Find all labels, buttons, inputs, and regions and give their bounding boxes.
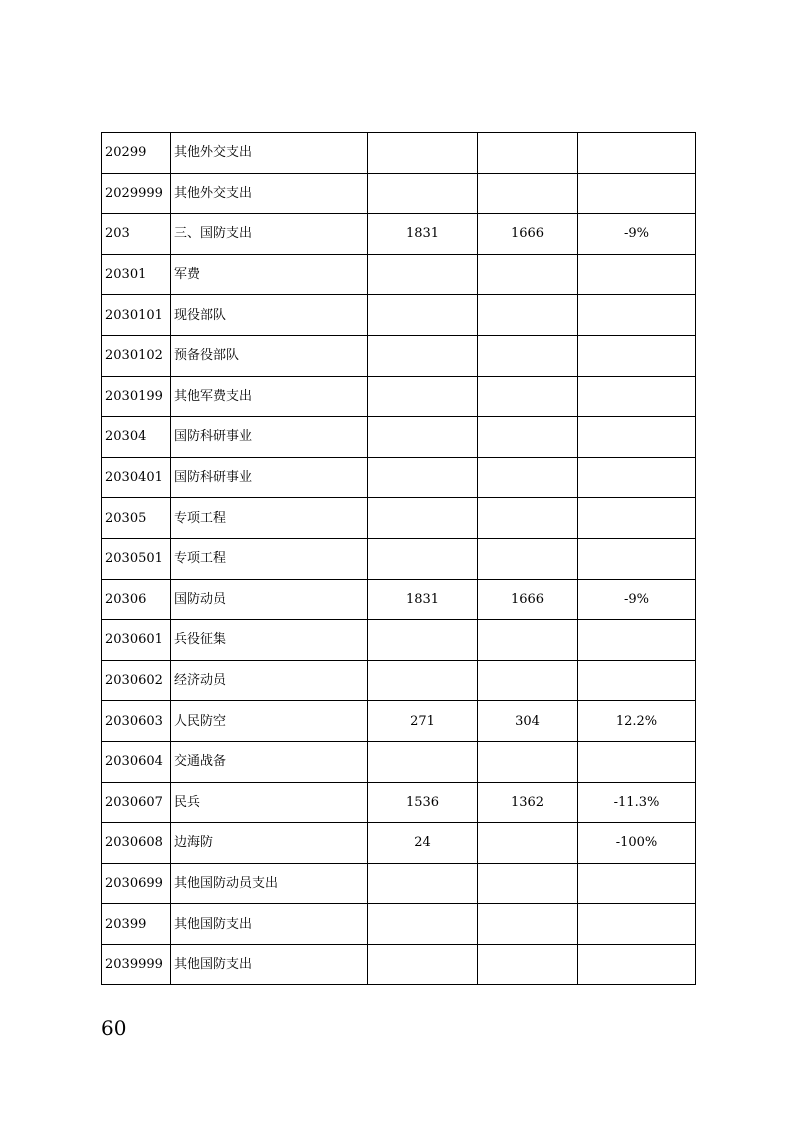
table-row bbox=[102, 944, 696, 985]
change-percent-cell bbox=[578, 498, 696, 539]
amount-b-cell bbox=[478, 538, 578, 579]
account-name-cell: 交通战备 bbox=[171, 741, 368, 782]
account-name-cell: 预备役部队 bbox=[171, 335, 368, 376]
table-row bbox=[102, 295, 696, 336]
account-code-cell: 20301 bbox=[102, 254, 171, 295]
table-row bbox=[102, 660, 696, 701]
account-name-cell: 人民防空 bbox=[171, 701, 368, 742]
amount-b-cell bbox=[478, 376, 578, 417]
amount-a-cell bbox=[368, 498, 478, 539]
account-name-cell: 现役部队 bbox=[171, 295, 368, 336]
amount-a-cell: 1831 bbox=[368, 579, 478, 620]
amount-a-cell bbox=[368, 417, 478, 458]
account-name-cell: 三、国防支出 bbox=[171, 214, 368, 255]
change-percent-cell bbox=[578, 173, 696, 214]
amount-a-cell bbox=[368, 133, 478, 174]
amount-b-cell bbox=[478, 133, 578, 174]
change-percent-cell: -9% bbox=[578, 579, 696, 620]
table-row bbox=[102, 863, 696, 904]
account-code-cell: 2030602 bbox=[102, 660, 171, 701]
budget-table bbox=[101, 132, 696, 985]
amount-b-cell bbox=[478, 173, 578, 214]
account-name-cell: 边海防 bbox=[171, 823, 368, 864]
amount-a-cell: 1831 bbox=[368, 214, 478, 255]
table-row bbox=[102, 620, 696, 661]
change-percent-cell bbox=[578, 133, 696, 174]
account-name-cell: 经济动员 bbox=[171, 660, 368, 701]
account-name-cell: 其他国防支出 bbox=[171, 904, 368, 945]
change-percent-cell bbox=[578, 863, 696, 904]
table-row bbox=[102, 904, 696, 945]
amount-b-cell bbox=[478, 863, 578, 904]
account-code-cell: 2030608 bbox=[102, 823, 171, 864]
account-name-cell: 国防科研事业 bbox=[171, 417, 368, 458]
page-number: 60 bbox=[101, 1016, 127, 1040]
amount-b-cell: 1666 bbox=[478, 214, 578, 255]
account-code-cell: 2030199 bbox=[102, 376, 171, 417]
amount-b-cell bbox=[478, 904, 578, 945]
amount-b-cell bbox=[478, 620, 578, 661]
table-row bbox=[102, 133, 696, 174]
change-percent-cell bbox=[578, 254, 696, 295]
amount-b-cell bbox=[478, 944, 578, 985]
account-name-cell: 军费 bbox=[171, 254, 368, 295]
table-row bbox=[102, 254, 696, 295]
table-row bbox=[102, 173, 696, 214]
table-row bbox=[102, 741, 696, 782]
table-row bbox=[102, 214, 696, 255]
amount-a-cell bbox=[368, 944, 478, 985]
amount-b-cell bbox=[478, 417, 578, 458]
change-percent-cell: 12.2% bbox=[578, 701, 696, 742]
account-name-cell: 专项工程 bbox=[171, 498, 368, 539]
account-code-cell: 20306 bbox=[102, 579, 171, 620]
account-name-cell: 国防科研事业 bbox=[171, 457, 368, 498]
table-row bbox=[102, 701, 696, 742]
account-name-cell: 兵役征集 bbox=[171, 620, 368, 661]
account-code-cell: 20305 bbox=[102, 498, 171, 539]
amount-a-cell bbox=[368, 538, 478, 579]
account-code-cell: 20399 bbox=[102, 904, 171, 945]
account-name-cell: 其他国防动员支出 bbox=[171, 863, 368, 904]
amount-a-cell bbox=[368, 863, 478, 904]
change-percent-cell: -11.3% bbox=[578, 782, 696, 823]
amount-b-cell bbox=[478, 498, 578, 539]
change-percent-cell bbox=[578, 457, 696, 498]
amount-a-cell: 271 bbox=[368, 701, 478, 742]
change-percent-cell bbox=[578, 620, 696, 661]
amount-a-cell bbox=[368, 741, 478, 782]
change-percent-cell bbox=[578, 417, 696, 458]
change-percent-cell bbox=[578, 538, 696, 579]
account-code-cell: 2030601 bbox=[102, 620, 171, 661]
amount-b-cell bbox=[478, 254, 578, 295]
table-row bbox=[102, 376, 696, 417]
budget-table-body bbox=[102, 133, 696, 985]
change-percent-cell bbox=[578, 295, 696, 336]
account-name-cell: 民兵 bbox=[171, 782, 368, 823]
change-percent-cell bbox=[578, 904, 696, 945]
amount-b-cell bbox=[478, 823, 578, 864]
amount-a-cell bbox=[368, 335, 478, 376]
amount-a-cell: 1536 bbox=[368, 782, 478, 823]
account-code-cell: 2030603 bbox=[102, 701, 171, 742]
change-percent-cell bbox=[578, 376, 696, 417]
amount-a-cell: 24 bbox=[368, 823, 478, 864]
amount-b-cell: 304 bbox=[478, 701, 578, 742]
table-row bbox=[102, 782, 696, 823]
amount-a-cell bbox=[368, 620, 478, 661]
amount-a-cell bbox=[368, 173, 478, 214]
table-row bbox=[102, 823, 696, 864]
amount-b-cell bbox=[478, 295, 578, 336]
account-code-cell: 20299 bbox=[102, 133, 171, 174]
account-code-cell: 2039999 bbox=[102, 944, 171, 985]
amount-b-cell bbox=[478, 457, 578, 498]
account-name-cell: 其他外交支出 bbox=[171, 173, 368, 214]
amount-a-cell bbox=[368, 295, 478, 336]
amount-a-cell bbox=[368, 904, 478, 945]
change-percent-cell bbox=[578, 660, 696, 701]
account-name-cell: 其他外交支出 bbox=[171, 133, 368, 174]
account-code-cell: 2029999 bbox=[102, 173, 171, 214]
amount-a-cell bbox=[368, 660, 478, 701]
account-name-cell: 专项工程 bbox=[171, 538, 368, 579]
amount-a-cell bbox=[368, 376, 478, 417]
amount-b-cell bbox=[478, 741, 578, 782]
change-percent-cell: -100% bbox=[578, 823, 696, 864]
amount-b-cell bbox=[478, 660, 578, 701]
amount-a-cell bbox=[368, 457, 478, 498]
amount-b-cell: 1666 bbox=[478, 579, 578, 620]
table-row bbox=[102, 335, 696, 376]
table-row bbox=[102, 417, 696, 458]
account-name-cell: 其他军费支出 bbox=[171, 376, 368, 417]
change-percent-cell bbox=[578, 335, 696, 376]
amount-b-cell bbox=[478, 335, 578, 376]
account-code-cell: 2030401 bbox=[102, 457, 171, 498]
change-percent-cell bbox=[578, 944, 696, 985]
account-code-cell: 203 bbox=[102, 214, 171, 255]
change-percent-cell: -9% bbox=[578, 214, 696, 255]
account-code-cell: 2030604 bbox=[102, 741, 171, 782]
account-code-cell: 2030101 bbox=[102, 295, 171, 336]
change-percent-cell bbox=[578, 741, 696, 782]
account-code-cell: 2030699 bbox=[102, 863, 171, 904]
table-row bbox=[102, 498, 696, 539]
account-code-cell: 20304 bbox=[102, 417, 171, 458]
account-name-cell: 其他国防支出 bbox=[171, 944, 368, 985]
table-row bbox=[102, 457, 696, 498]
amount-a-cell bbox=[368, 254, 478, 295]
account-name-cell: 国防动员 bbox=[171, 579, 368, 620]
account-code-cell: 2030501 bbox=[102, 538, 171, 579]
account-code-cell: 2030607 bbox=[102, 782, 171, 823]
amount-b-cell: 1362 bbox=[478, 782, 578, 823]
table-row bbox=[102, 538, 696, 579]
table-row bbox=[102, 579, 696, 620]
account-code-cell: 2030102 bbox=[102, 335, 171, 376]
